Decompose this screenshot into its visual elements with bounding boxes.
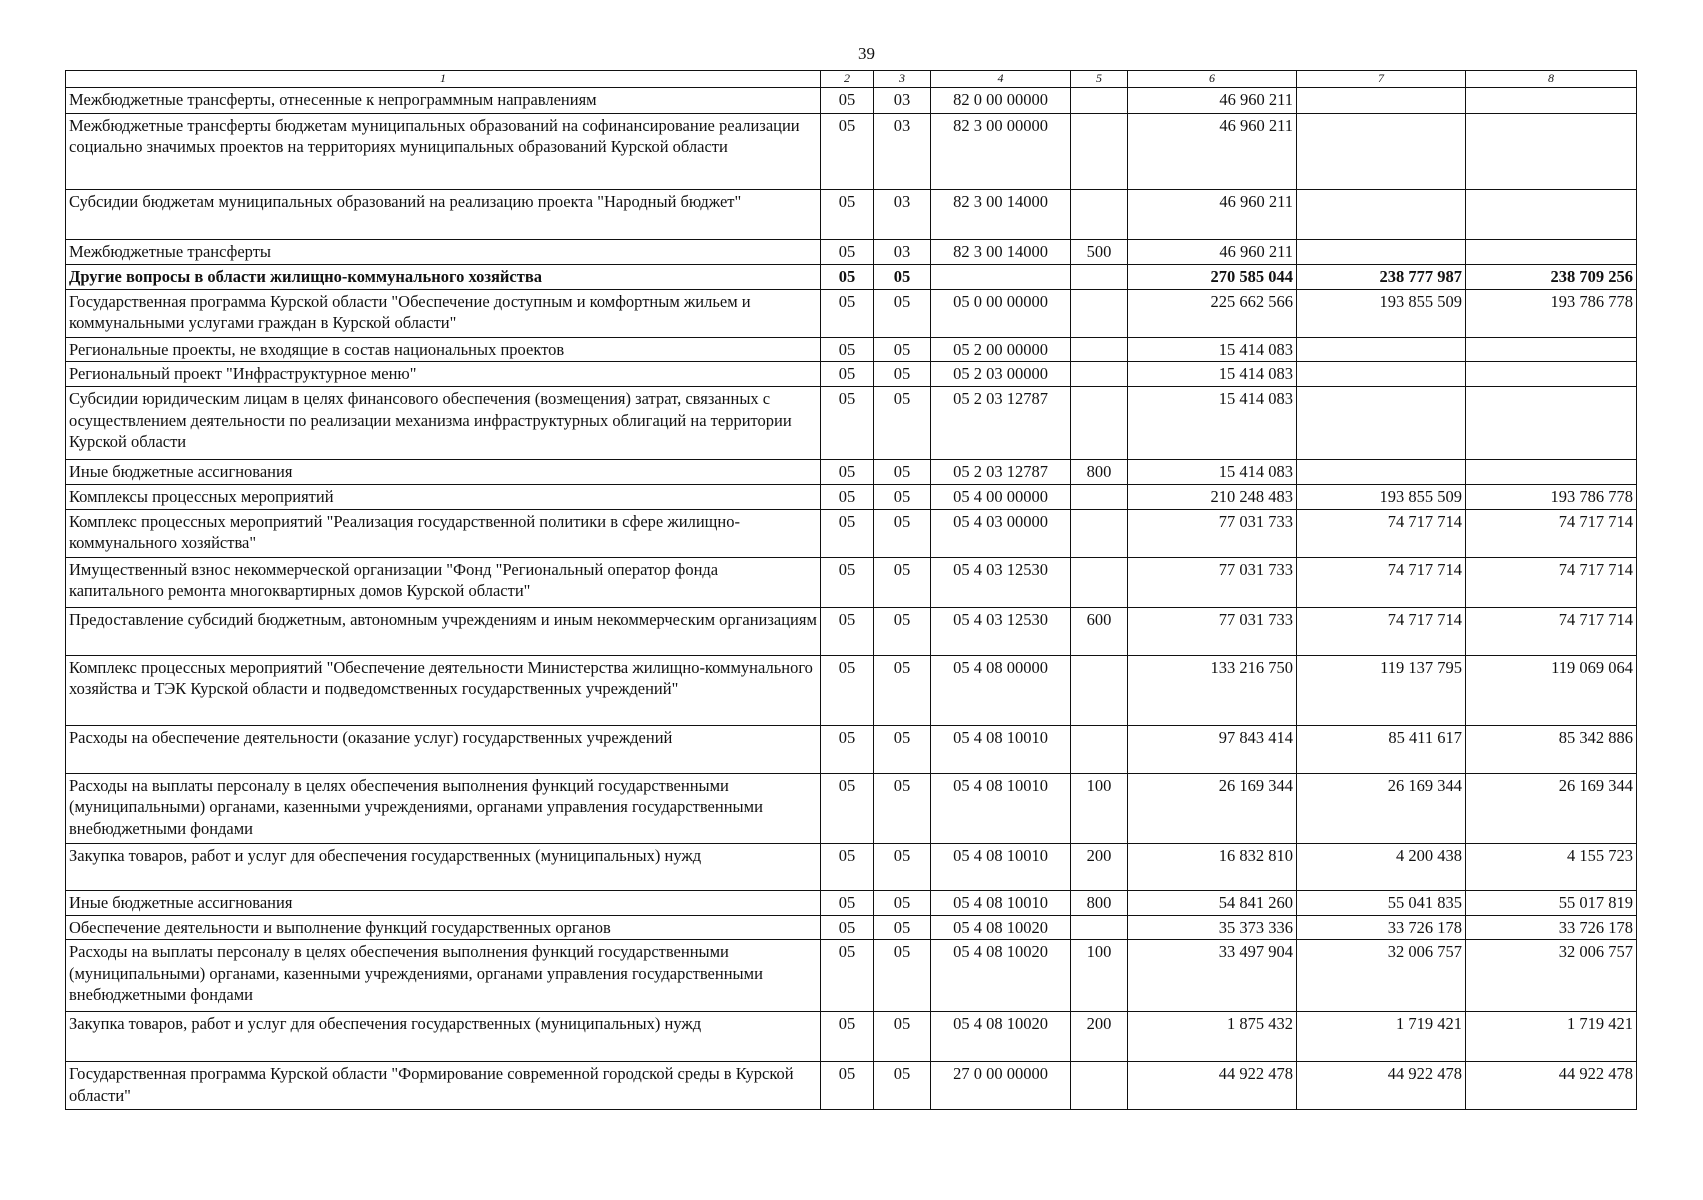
amount-col-8-cell: 85 342 886 xyxy=(1466,725,1637,773)
expense-name-cell: Субсидии бюджетам муниципальных образований на реализацию проекта "Народный бюджет" xyxy=(66,190,821,240)
target-article-cell: 05 4 08 10010 xyxy=(931,843,1071,890)
amount-col-8-cell: 74 717 714 xyxy=(1466,607,1637,655)
table-row xyxy=(66,387,1637,460)
expense-type-cell xyxy=(1071,915,1128,939)
amount-col-8-cell xyxy=(1466,362,1637,387)
subsection-code-cell: 05 xyxy=(874,338,931,362)
subsection-code-cell: 05 xyxy=(874,557,931,607)
amount-col-8-cell: 119 069 064 xyxy=(1466,655,1637,725)
section-code-cell: 05 xyxy=(821,940,874,1012)
subsection-code-cell: 03 xyxy=(874,88,931,114)
expense-name-cell: Межбюджетные трансферты, отнесенные к непрограммным направлениям xyxy=(66,88,821,114)
amount-col-6-cell: 46 960 211 xyxy=(1128,88,1297,114)
target-article-cell: 05 4 08 10020 xyxy=(931,915,1071,939)
target-article-cell: 05 4 08 00000 xyxy=(931,655,1071,725)
target-article-cell: 82 3 00 14000 xyxy=(931,240,1071,265)
table-row xyxy=(66,940,1637,1012)
expense-type-cell xyxy=(1071,557,1128,607)
amount-col-8-cell: 193 786 778 xyxy=(1466,290,1637,338)
expense-name-cell: Субсидии юридическим лицам в целях финансового обеспечения (возмещения) затрат, связанных с осуществлением деятельности по реализации механизма инфраструктурных облигаций на территории Курской области xyxy=(66,387,821,460)
header-col-8: 8 xyxy=(1466,71,1637,88)
amount-col-6-cell: 15 414 083 xyxy=(1128,338,1297,362)
amount-col-6-cell: 1 875 432 xyxy=(1128,1012,1297,1062)
expense-name-cell: Закупка товаров, работ и услуг для обеспечения государственных (муниципальных) нужд xyxy=(66,843,821,890)
subsection-code-cell: 05 xyxy=(874,843,931,890)
section-code-cell: 05 xyxy=(821,1012,874,1062)
expense-name-cell: Предоставление субсидий бюджетным, автономным учреждениям и иным некоммерческим организациям xyxy=(66,607,821,655)
target-article-cell: 05 2 03 00000 xyxy=(931,362,1071,387)
amount-col-6-cell: 46 960 211 xyxy=(1128,240,1297,265)
amount-col-7-cell: 26 169 344 xyxy=(1297,773,1466,843)
expense-name-cell: Государственная программа Курской области "Обеспечение доступным и комфортным жильем и коммунальными услугами граждан в Курской области" xyxy=(66,290,821,338)
amount-col-7-cell xyxy=(1297,460,1466,485)
amount-col-7-cell: 74 717 714 xyxy=(1297,509,1466,557)
column-number-header xyxy=(66,71,1637,88)
target-article-cell: 05 4 08 10010 xyxy=(931,773,1071,843)
expense-type-cell xyxy=(1071,509,1128,557)
expense-name-cell: Комплекс процессных мероприятий "Реализация государственной политики в сфере жилищно-коммунального хозяйства" xyxy=(66,509,821,557)
expense-type-cell xyxy=(1071,655,1128,725)
amount-col-7-cell xyxy=(1297,88,1466,114)
table-row xyxy=(66,338,1637,362)
target-article-cell: 05 4 03 12530 xyxy=(931,557,1071,607)
target-article-cell: 05 4 08 10010 xyxy=(931,725,1071,773)
amount-col-6-cell: 225 662 566 xyxy=(1128,290,1297,338)
amount-col-6-cell: 16 832 810 xyxy=(1128,843,1297,890)
header-col-2: 2 xyxy=(821,71,874,88)
expense-name-cell: Иные бюджетные ассигнования xyxy=(66,890,821,915)
table-row xyxy=(66,725,1637,773)
section-code-cell: 05 xyxy=(821,915,874,939)
subsection-code-cell: 05 xyxy=(874,387,931,460)
amount-col-8-cell: 32 006 757 xyxy=(1466,940,1637,1012)
header-col-4: 4 xyxy=(931,71,1071,88)
amount-col-8-cell xyxy=(1466,460,1637,485)
subsection-code-cell: 03 xyxy=(874,190,931,240)
section-code-cell: 05 xyxy=(821,509,874,557)
target-article-cell: 82 0 00 00000 xyxy=(931,88,1071,114)
section-code-cell: 05 xyxy=(821,240,874,265)
expense-name-cell: Расходы на выплаты персоналу в целях обеспечения выполнения функций государственными (муниципальными) органами, казенными учреждениями, органами управления государственными внебюджетными фондами xyxy=(66,940,821,1012)
subsection-code-cell: 05 xyxy=(874,915,931,939)
amount-col-7-cell: 74 717 714 xyxy=(1297,557,1466,607)
section-code-cell: 05 xyxy=(821,387,874,460)
amount-col-6-cell: 54 841 260 xyxy=(1128,890,1297,915)
section-code-cell: 05 xyxy=(821,655,874,725)
table-row xyxy=(66,773,1637,843)
table-row xyxy=(66,655,1637,725)
amount-col-8-cell xyxy=(1466,338,1637,362)
table-row xyxy=(66,190,1637,240)
table-row xyxy=(66,290,1637,338)
subsection-code-cell: 05 xyxy=(874,655,931,725)
expense-name-cell: Межбюджетные трансферты xyxy=(66,240,821,265)
expense-type-cell xyxy=(1071,290,1128,338)
amount-col-6-cell: 46 960 211 xyxy=(1128,114,1297,190)
amount-col-6-cell: 77 031 733 xyxy=(1128,607,1297,655)
target-article-cell: 05 2 03 12787 xyxy=(931,460,1071,485)
header-col-1: 1 xyxy=(66,71,821,88)
amount-col-6-cell: 33 497 904 xyxy=(1128,940,1297,1012)
expense-name-cell: Расходы на обеспечение деятельности (оказание услуг) государственных учреждений xyxy=(66,725,821,773)
expense-name-cell: Обеспечение деятельности и выполнение функций государственных органов xyxy=(66,915,821,939)
amount-col-6-cell: 270 585 044 xyxy=(1128,265,1297,290)
section-code-cell: 05 xyxy=(821,460,874,485)
table-row xyxy=(66,240,1637,265)
target-article-cell xyxy=(931,265,1071,290)
subsection-code-cell: 03 xyxy=(874,240,931,265)
amount-col-8-cell: 74 717 714 xyxy=(1466,557,1637,607)
amount-col-6-cell: 97 843 414 xyxy=(1128,725,1297,773)
section-code-cell: 05 xyxy=(821,557,874,607)
page-number: 39 xyxy=(858,44,875,63)
table-row xyxy=(66,890,1637,915)
amount-col-6-cell: 46 960 211 xyxy=(1128,190,1297,240)
section-code-cell: 05 xyxy=(821,607,874,655)
amount-col-6-cell: 77 031 733 xyxy=(1128,557,1297,607)
subsection-code-cell: 05 xyxy=(874,460,931,485)
table-row xyxy=(66,362,1637,387)
expense-type-cell xyxy=(1071,362,1128,387)
table-row xyxy=(66,1012,1637,1062)
table-row xyxy=(66,557,1637,607)
expense-name-cell: Другие вопросы в области жилищно-коммунального хозяйства xyxy=(66,265,821,290)
expense-name-cell: Комплексы процессных мероприятий xyxy=(66,485,821,509)
expense-type-cell xyxy=(1071,190,1128,240)
section-code-cell: 05 xyxy=(821,362,874,387)
amount-col-8-cell xyxy=(1466,190,1637,240)
table-row xyxy=(66,607,1637,655)
amount-col-7-cell: 1 719 421 xyxy=(1297,1012,1466,1062)
subsection-code-cell: 05 xyxy=(874,509,931,557)
section-code-cell: 05 xyxy=(821,485,874,509)
target-article-cell: 82 3 00 00000 xyxy=(931,114,1071,190)
amount-col-6-cell: 15 414 083 xyxy=(1128,387,1297,460)
amount-col-8-cell xyxy=(1466,114,1637,190)
expense-name-cell: Государственная программа Курской области "Формирование современной городской среды в Курской области" xyxy=(66,1062,821,1110)
expense-type-cell xyxy=(1071,387,1128,460)
amount-col-7-cell xyxy=(1297,240,1466,265)
section-code-cell: 05 xyxy=(821,265,874,290)
target-article-cell: 05 4 08 10020 xyxy=(931,1012,1071,1062)
target-article-cell: 05 4 03 00000 xyxy=(931,509,1071,557)
amount-col-8-cell: 4 155 723 xyxy=(1466,843,1637,890)
amount-col-8-cell: 238 709 256 xyxy=(1466,265,1637,290)
section-code-cell: 05 xyxy=(821,890,874,915)
expense-type-cell: 500 xyxy=(1071,240,1128,265)
table-row xyxy=(66,843,1637,890)
amount-col-8-cell xyxy=(1466,88,1637,114)
subsection-code-cell: 05 xyxy=(874,1012,931,1062)
amount-col-7-cell: 55 041 835 xyxy=(1297,890,1466,915)
subsection-code-cell: 05 xyxy=(874,290,931,338)
subsection-code-cell: 05 xyxy=(874,485,931,509)
section-code-cell: 05 xyxy=(821,843,874,890)
expense-type-cell: 800 xyxy=(1071,890,1128,915)
amount-col-6-cell: 15 414 083 xyxy=(1128,460,1297,485)
amount-col-8-cell: 74 717 714 xyxy=(1466,509,1637,557)
header-col-7: 7 xyxy=(1297,71,1466,88)
section-code-cell: 05 xyxy=(821,773,874,843)
expense-name-cell: Закупка товаров, работ и услуг для обеспечения государственных (муниципальных) нужд xyxy=(66,1012,821,1062)
amount-col-7-cell: 193 855 509 xyxy=(1297,290,1466,338)
expense-name-cell: Комплекс процессных мероприятий "Обеспечение деятельности Министерства жилищно-коммунального хозяйства и ТЭК Курской области и подведомственных государственных учреждений" xyxy=(66,655,821,725)
table-row xyxy=(66,485,1637,509)
target-article-cell: 05 4 08 10020 xyxy=(931,940,1071,1012)
expense-type-cell: 200 xyxy=(1071,843,1128,890)
amount-col-7-cell: 119 137 795 xyxy=(1297,655,1466,725)
target-article-cell: 82 3 00 14000 xyxy=(931,190,1071,240)
subsection-code-cell: 05 xyxy=(874,265,931,290)
expense-type-cell xyxy=(1071,1062,1128,1110)
section-code-cell: 05 xyxy=(821,190,874,240)
subsection-code-cell: 05 xyxy=(874,940,931,1012)
table-row xyxy=(66,1062,1637,1110)
amount-col-8-cell: 26 169 344 xyxy=(1466,773,1637,843)
amount-col-7-cell xyxy=(1297,362,1466,387)
expense-type-cell xyxy=(1071,338,1128,362)
subsection-code-cell: 05 xyxy=(874,725,931,773)
target-article-cell: 05 4 03 12530 xyxy=(931,607,1071,655)
section-code-cell: 05 xyxy=(821,338,874,362)
amount-col-6-cell: 133 216 750 xyxy=(1128,655,1297,725)
expense-type-cell xyxy=(1071,114,1128,190)
amount-col-6-cell: 15 414 083 xyxy=(1128,362,1297,387)
table-row xyxy=(66,509,1637,557)
expense-type-cell: 100 xyxy=(1071,773,1128,843)
table-row xyxy=(66,915,1637,939)
amount-col-6-cell: 26 169 344 xyxy=(1128,773,1297,843)
amount-col-7-cell: 85 411 617 xyxy=(1297,725,1466,773)
amount-col-7-cell xyxy=(1297,190,1466,240)
amount-col-8-cell xyxy=(1466,387,1637,460)
table-row xyxy=(66,88,1637,114)
amount-col-7-cell: 33 726 178 xyxy=(1297,915,1466,939)
amount-col-7-cell: 238 777 987 xyxy=(1297,265,1466,290)
amount-col-8-cell xyxy=(1466,240,1637,265)
expense-type-cell: 100 xyxy=(1071,940,1128,1012)
amount-col-7-cell: 193 855 509 xyxy=(1297,485,1466,509)
amount-col-7-cell xyxy=(1297,114,1466,190)
amount-col-7-cell: 32 006 757 xyxy=(1297,940,1466,1012)
amount-col-7-cell: 44 922 478 xyxy=(1297,1062,1466,1110)
expense-type-cell: 200 xyxy=(1071,1012,1128,1062)
subsection-code-cell: 05 xyxy=(874,890,931,915)
expense-type-cell xyxy=(1071,265,1128,290)
amount-col-8-cell: 33 726 178 xyxy=(1466,915,1637,939)
target-article-cell: 05 4 08 10010 xyxy=(931,890,1071,915)
expense-type-cell: 600 xyxy=(1071,607,1128,655)
target-article-cell: 05 0 00 00000 xyxy=(931,290,1071,338)
table-row xyxy=(66,265,1637,290)
section-code-cell: 05 xyxy=(821,1062,874,1110)
amount-col-7-cell xyxy=(1297,387,1466,460)
section-code-cell: 05 xyxy=(821,725,874,773)
amount-col-7-cell xyxy=(1297,338,1466,362)
table-body xyxy=(66,88,1637,1110)
expense-name-cell: Региональные проекты, не входящие в состав национальных проектов xyxy=(66,338,821,362)
target-article-cell: 05 2 00 00000 xyxy=(931,338,1071,362)
amount-col-7-cell: 74 717 714 xyxy=(1297,607,1466,655)
expense-type-cell: 800 xyxy=(1071,460,1128,485)
subsection-code-cell: 03 xyxy=(874,114,931,190)
amount-col-6-cell: 35 373 336 xyxy=(1128,915,1297,939)
section-code-cell: 05 xyxy=(821,290,874,338)
subsection-code-cell: 05 xyxy=(874,607,931,655)
section-code-cell: 05 xyxy=(821,114,874,190)
expense-type-cell xyxy=(1071,725,1128,773)
expense-name-cell: Имущественный взнос некоммерческой организации "Фонд "Региональный оператор фонда капитального ремонта многоквартирных домов Курской области" xyxy=(66,557,821,607)
table-row xyxy=(66,460,1637,485)
amount-col-6-cell: 210 248 483 xyxy=(1128,485,1297,509)
table-row xyxy=(66,114,1637,190)
amount-col-6-cell: 77 031 733 xyxy=(1128,509,1297,557)
amount-col-8-cell: 193 786 778 xyxy=(1466,485,1637,509)
expense-name-cell: Региональный проект "Инфраструктурное меню" xyxy=(66,362,821,387)
header-col-6: 6 xyxy=(1128,71,1297,88)
subsection-code-cell: 05 xyxy=(874,773,931,843)
expense-name-cell: Межбюджетные трансферты бюджетам муниципальных образований на софинансирование реализации социально значимых проектов на территориях муниципальных образований Курской области xyxy=(66,114,821,190)
header-col-3: 3 xyxy=(874,71,931,88)
amount-col-8-cell: 44 922 478 xyxy=(1466,1062,1637,1110)
expense-type-cell xyxy=(1071,485,1128,509)
expense-name-cell: Расходы на выплаты персоналу в целях обеспечения выполнения функций государственными (муниципальными) органами, казенными учреждениями, органами управления государственными внебюджетными фондами xyxy=(66,773,821,843)
expense-type-cell xyxy=(1071,88,1128,114)
target-article-cell: 05 2 03 12787 xyxy=(931,387,1071,460)
subsection-code-cell: 05 xyxy=(874,1062,931,1110)
amount-col-8-cell: 55 017 819 xyxy=(1466,890,1637,915)
header-col-5: 5 xyxy=(1071,71,1128,88)
amount-col-8-cell: 1 719 421 xyxy=(1466,1012,1637,1062)
amount-col-6-cell: 44 922 478 xyxy=(1128,1062,1297,1110)
target-article-cell: 05 4 00 00000 xyxy=(931,485,1071,509)
subsection-code-cell: 05 xyxy=(874,362,931,387)
section-code-cell: 05 xyxy=(821,88,874,114)
budget-table xyxy=(65,70,1637,1110)
target-article-cell: 27 0 00 00000 xyxy=(931,1062,1071,1110)
amount-col-7-cell: 4 200 438 xyxy=(1297,843,1466,890)
expense-name-cell: Иные бюджетные ассигнования xyxy=(66,460,821,485)
